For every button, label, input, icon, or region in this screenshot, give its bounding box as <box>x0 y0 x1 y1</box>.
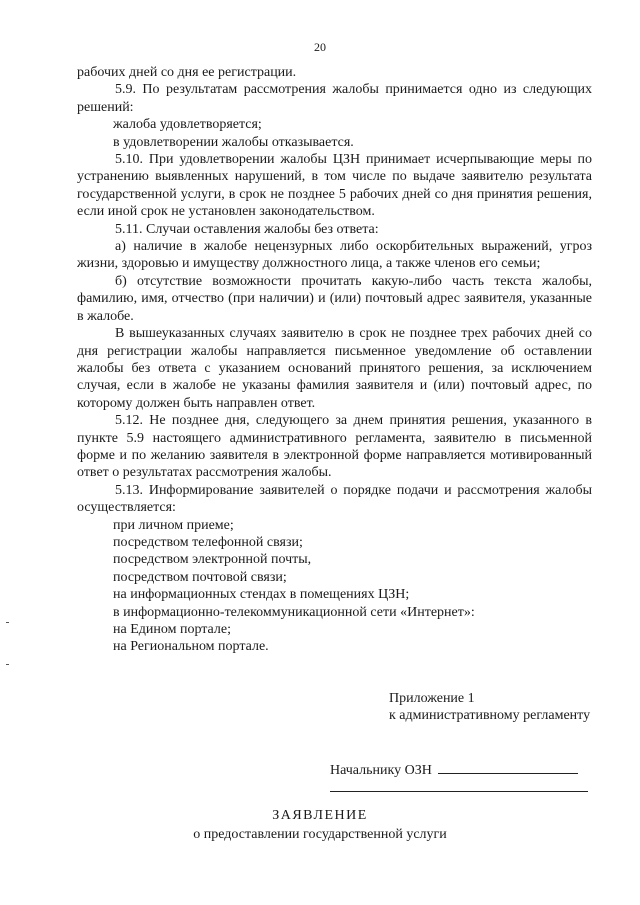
paragraph-notification: В вышеуказанных случаях заявителю в срок не позднее трех рабочих дней со дня регистрации жалобы направляется письменное уведомление об оставлении жалобы без ответа с указанием оснований принятого решения, за исключением случая, если в жалобе не указаны фамилия заявителя и (или) почтовый адрес, по которому должен быть направлен ответ. <box>77 326 592 411</box>
paragraph-5-9: 5.9. По результатам рассмотрения жалобы принимается одно из следующих решений: <box>77 82 592 115</box>
paragraph-5-11: 5.11. Случаи оставления жалобы без ответа: <box>115 221 379 237</box>
list-item: посредством электронной почты, <box>113 552 312 568</box>
appendix-number: Приложение 1 <box>389 691 475 706</box>
document-body <box>77 64 592 656</box>
page-number: 20 <box>314 40 326 54</box>
list-item: на Едином портале; <box>113 622 231 637</box>
decision-option-refused: в удовлетворении жалобы отказывается. <box>113 134 354 150</box>
list-item: при личном приеме; <box>113 517 234 533</box>
addressee-blank-line-2 <box>330 791 588 792</box>
list-item: на информационных стендах в помещениях ЦЗН; <box>113 587 410 603</box>
addressee-block <box>330 760 600 779</box>
paragraph-continuation: рабочих дней со дня ее регистрации. <box>77 65 297 80</box>
document-title: ЗАЯВЛЕНИЕ <box>272 808 368 823</box>
list-item: посредством телефонной связи; <box>113 534 303 550</box>
paragraph-5-10: 5.10. При удовлетворении жалобы ЦЗН принимает исчерпывающие меры по устранению выявленных нарушений, в том числе по выдаче заявителю результата государственной услуги, в срок не позднее 5 рабочих дней со дня принятия решения, если иной срок не установлен законодательством. <box>77 152 592 220</box>
list-item: посредством почтовой связи; <box>113 569 287 585</box>
document-subtitle: о предоставлении государственной услуги <box>193 827 447 842</box>
appendix-reference: к административному регламенту <box>389 708 591 723</box>
list-item: на Региональном портале. <box>113 639 269 655</box>
addressee-label: Начальнику ОЗН <box>330 763 432 778</box>
paragraph-5-11-b: б) отсутствие возможности прочитать какую-либо часть текста жалобы, фамилию, имя, отчество (при наличии) и (или) почтовый адрес заявителя, указанные в жалобе. <box>77 273 592 324</box>
paragraph-5-13: 5.13. Информирование заявителей о порядке подачи и рассмотрения жалобы осуществляется: <box>77 482 592 516</box>
list-item: в информационно-телекоммуникационной сети «Интернет»: <box>113 604 475 620</box>
decision-option-satisfied: жалоба удовлетворяется; <box>113 117 262 133</box>
appendix-heading <box>389 690 629 724</box>
margin-mark <box>6 622 9 623</box>
addressee-blank-line <box>438 760 578 774</box>
paragraph-5-11-a: а) наличие в жалобе нецензурных либо оскорбительных выражений, угроз жизни, здоровью и имуществу должностного лица, а также членов его семьи; <box>77 239 592 272</box>
paragraph-5-12: 5.12. Не позднее дня, следующего за днем принятия решения, указанного в пункте 5.9 настоящего административного регламента, заявителю в письменной форме и по желанию заявителя в электронной форме направляется мотивированный ответ о результатах рассмотрения жалобы. <box>77 413 592 481</box>
margin-mark <box>6 664 9 665</box>
